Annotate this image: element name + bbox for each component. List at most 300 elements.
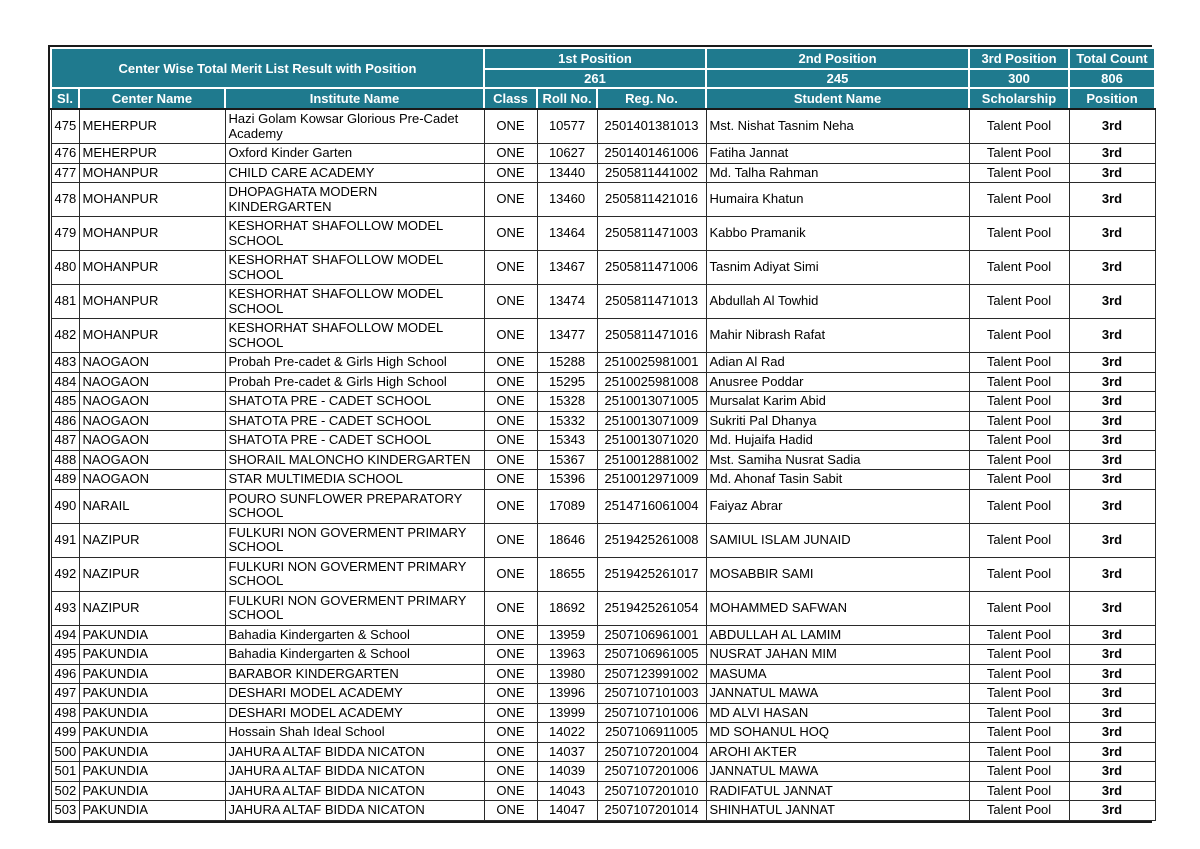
table-row bbox=[51, 591, 1155, 625]
institute-name-cell: SHATOTA PRE - CADET SCHOOL bbox=[225, 411, 484, 431]
reg-no-cell: 2510025981001 bbox=[597, 353, 706, 373]
institute-name-cell: DHOPAGHATA MODERN KINDERGARTEN bbox=[225, 183, 484, 217]
position-cell: 3rd bbox=[1069, 285, 1155, 319]
position-cell: 3rd bbox=[1069, 684, 1155, 704]
student-name-cell: RADIFATUL JANNAT bbox=[706, 781, 969, 801]
roll-no-cell: 18646 bbox=[537, 523, 597, 557]
institute-name-cell: DESHARI MODEL ACADEMY bbox=[225, 703, 484, 723]
col-header-institute-name: Institute Name bbox=[225, 88, 484, 109]
table-row bbox=[51, 217, 1155, 251]
position-cell: 3rd bbox=[1069, 781, 1155, 801]
scholarship-cell: Talent Pool bbox=[969, 557, 1069, 591]
institute-name-cell: SHORAIL MALONCHO KINDERGARTEN bbox=[225, 450, 484, 470]
student-name-cell: Humaira Khatun bbox=[706, 183, 969, 217]
table-row bbox=[51, 664, 1155, 684]
position-cell: 3rd bbox=[1069, 557, 1155, 591]
col-header-class: Class bbox=[484, 88, 537, 109]
class-cell: ONE bbox=[484, 664, 537, 684]
col-header-center-name: Center Name bbox=[79, 88, 225, 109]
sl-cell: 477 bbox=[51, 163, 79, 183]
class-cell: ONE bbox=[484, 144, 537, 164]
center-name-cell: PAKUNDIA bbox=[79, 664, 225, 684]
sl-cell: 501 bbox=[51, 762, 79, 782]
position-cell: 3rd bbox=[1069, 801, 1155, 821]
scholarship-cell: Talent Pool bbox=[969, 251, 1069, 285]
student-name-cell: MD ALVI HASAN bbox=[706, 703, 969, 723]
institute-name-cell: STAR MULTIMEDIA SCHOOL bbox=[225, 470, 484, 490]
reg-no-cell: 2507107101003 bbox=[597, 684, 706, 704]
sl-cell: 487 bbox=[51, 431, 79, 451]
scholarship-cell: Talent Pool bbox=[969, 742, 1069, 762]
table-row bbox=[51, 411, 1155, 431]
col-header-student-name: Student Name bbox=[706, 88, 969, 109]
center-name-cell: PAKUNDIA bbox=[79, 703, 225, 723]
institute-name-cell: Bahadia Kindergarten & School bbox=[225, 625, 484, 645]
class-cell: ONE bbox=[484, 742, 537, 762]
scholarship-cell: Talent Pool bbox=[969, 411, 1069, 431]
reg-no-cell: 2510013071005 bbox=[597, 392, 706, 412]
student-name-cell: MASUMA bbox=[706, 664, 969, 684]
institute-name-cell: FULKURI NON GOVERMENT PRIMARY SCHOOL bbox=[225, 557, 484, 591]
table-row bbox=[51, 523, 1155, 557]
position-cell: 3rd bbox=[1069, 762, 1155, 782]
scholarship-cell: Talent Pool bbox=[969, 285, 1069, 319]
scholarship-cell: Talent Pool bbox=[969, 684, 1069, 704]
scholarship-cell: Talent Pool bbox=[969, 109, 1069, 144]
student-name-cell: Anusree Poddar bbox=[706, 372, 969, 392]
center-name-cell: MEHERPUR bbox=[79, 144, 225, 164]
position-cell: 3rd bbox=[1069, 591, 1155, 625]
roll-no-cell: 15367 bbox=[537, 450, 597, 470]
group-header-total-count: Total Count bbox=[1069, 48, 1155, 69]
table-row bbox=[51, 801, 1155, 821]
sl-cell: 496 bbox=[51, 664, 79, 684]
table-row bbox=[51, 470, 1155, 490]
institute-name-cell: FULKURI NON GOVERMENT PRIMARY SCHOOL bbox=[225, 523, 484, 557]
table-row bbox=[51, 251, 1155, 285]
class-cell: ONE bbox=[484, 411, 537, 431]
class-cell: ONE bbox=[484, 372, 537, 392]
sl-cell: 502 bbox=[51, 781, 79, 801]
reg-no-cell: 2510012881002 bbox=[597, 450, 706, 470]
sl-cell: 492 bbox=[51, 557, 79, 591]
student-name-cell: MOSABBIR SAMI bbox=[706, 557, 969, 591]
table-row bbox=[51, 319, 1155, 353]
institute-name-cell: POURO SUNFLOWER PREPARATORY SCHOOL bbox=[225, 489, 484, 523]
scholarship-cell: Talent Pool bbox=[969, 372, 1069, 392]
roll-no-cell: 14022 bbox=[537, 723, 597, 743]
center-name-cell: NAOGAON bbox=[79, 450, 225, 470]
group-header-2nd-position: 2nd Position bbox=[706, 48, 969, 69]
count-1st-position: 261 bbox=[484, 69, 706, 88]
sl-cell: 497 bbox=[51, 684, 79, 704]
center-name-cell: PAKUNDIA bbox=[79, 781, 225, 801]
position-cell: 3rd bbox=[1069, 217, 1155, 251]
scholarship-cell: Talent Pool bbox=[969, 431, 1069, 451]
sl-cell: 495 bbox=[51, 645, 79, 665]
reg-no-cell: 2507106961001 bbox=[597, 625, 706, 645]
institute-name-cell: JAHURA ALTAF BIDDA NICATON bbox=[225, 742, 484, 762]
reg-no-cell: 2507107101006 bbox=[597, 703, 706, 723]
roll-no-cell: 10577 bbox=[537, 109, 597, 144]
group-header-3rd-position: 3rd Position bbox=[969, 48, 1069, 69]
student-name-cell: Faiyaz Abrar bbox=[706, 489, 969, 523]
center-name-cell: MEHERPUR bbox=[79, 109, 225, 144]
position-cell: 3rd bbox=[1069, 664, 1155, 684]
roll-no-cell: 15396 bbox=[537, 470, 597, 490]
scholarship-cell: Talent Pool bbox=[969, 781, 1069, 801]
table-row bbox=[51, 625, 1155, 645]
sl-cell: 489 bbox=[51, 470, 79, 490]
sl-cell: 476 bbox=[51, 144, 79, 164]
class-cell: ONE bbox=[484, 684, 537, 704]
table-row bbox=[51, 742, 1155, 762]
reg-no-cell: 2507106961005 bbox=[597, 645, 706, 665]
scholarship-cell: Talent Pool bbox=[969, 489, 1069, 523]
class-cell: ONE bbox=[484, 591, 537, 625]
scholarship-cell: Talent Pool bbox=[969, 163, 1069, 183]
student-name-cell: AROHI AKTER bbox=[706, 742, 969, 762]
class-cell: ONE bbox=[484, 781, 537, 801]
institute-name-cell: Hazi Golam Kowsar Glorious Pre-Cadet Academy bbox=[225, 109, 484, 144]
count-3rd-position: 300 bbox=[969, 69, 1069, 88]
sl-cell: 488 bbox=[51, 450, 79, 470]
class-cell: ONE bbox=[484, 353, 537, 373]
class-cell: ONE bbox=[484, 801, 537, 821]
position-cell: 3rd bbox=[1069, 144, 1155, 164]
roll-no-cell: 13440 bbox=[537, 163, 597, 183]
position-cell: 3rd bbox=[1069, 523, 1155, 557]
center-name-cell: PAKUNDIA bbox=[79, 801, 225, 821]
class-cell: ONE bbox=[484, 557, 537, 591]
center-name-cell: MOHANPUR bbox=[79, 285, 225, 319]
class-cell: ONE bbox=[484, 109, 537, 144]
scholarship-cell: Talent Pool bbox=[969, 625, 1069, 645]
roll-no-cell: 13996 bbox=[537, 684, 597, 704]
sl-cell: 493 bbox=[51, 591, 79, 625]
sl-cell: 503 bbox=[51, 801, 79, 821]
center-name-cell: NAZIPUR bbox=[79, 557, 225, 591]
class-cell: ONE bbox=[484, 431, 537, 451]
institute-name-cell: Hossain Shah Ideal School bbox=[225, 723, 484, 743]
column-header-row bbox=[51, 88, 1155, 109]
col-header-position: Position bbox=[1069, 88, 1155, 109]
institute-name-cell: FULKURI NON GOVERMENT PRIMARY SCHOOL bbox=[225, 591, 484, 625]
student-name-cell: JANNATUL MAWA bbox=[706, 762, 969, 782]
class-cell: ONE bbox=[484, 319, 537, 353]
center-name-cell: MOHANPUR bbox=[79, 183, 225, 217]
scholarship-cell: Talent Pool bbox=[969, 217, 1069, 251]
roll-no-cell: 15328 bbox=[537, 392, 597, 412]
scholarship-cell: Talent Pool bbox=[969, 703, 1069, 723]
position-cell: 3rd bbox=[1069, 372, 1155, 392]
center-name-cell: NAOGAON bbox=[79, 372, 225, 392]
sl-cell: 481 bbox=[51, 285, 79, 319]
reg-no-cell: 2507123991002 bbox=[597, 664, 706, 684]
roll-no-cell: 13460 bbox=[537, 183, 597, 217]
position-cell: 3rd bbox=[1069, 109, 1155, 144]
roll-no-cell: 15288 bbox=[537, 353, 597, 373]
center-name-cell: MOHANPUR bbox=[79, 163, 225, 183]
reg-no-cell: 2507106911005 bbox=[597, 723, 706, 743]
results-tbody bbox=[51, 109, 1155, 820]
roll-no-cell: 13959 bbox=[537, 625, 597, 645]
roll-no-cell: 14037 bbox=[537, 742, 597, 762]
table-row bbox=[51, 703, 1155, 723]
class-cell: ONE bbox=[484, 285, 537, 319]
reg-no-cell: 2507107201014 bbox=[597, 801, 706, 821]
scholarship-cell: Talent Pool bbox=[969, 645, 1069, 665]
reg-no-cell: 2510013071009 bbox=[597, 411, 706, 431]
sl-cell: 478 bbox=[51, 183, 79, 217]
student-name-cell: SAMIUL ISLAM JUNAID bbox=[706, 523, 969, 557]
col-header-roll-no: Roll No. bbox=[537, 88, 597, 109]
position-cell: 3rd bbox=[1069, 163, 1155, 183]
center-name-cell: NAOGAON bbox=[79, 353, 225, 373]
class-cell: ONE bbox=[484, 703, 537, 723]
merit-list-sheet bbox=[48, 45, 1152, 823]
reg-no-cell: 2505811441002 bbox=[597, 163, 706, 183]
position-cell: 3rd bbox=[1069, 645, 1155, 665]
position-cell: 3rd bbox=[1069, 470, 1155, 490]
center-name-cell: NAOGAON bbox=[79, 470, 225, 490]
institute-name-cell: Bahadia Kindergarten & School bbox=[225, 645, 484, 665]
reg-no-cell: 2510012971009 bbox=[597, 470, 706, 490]
table-row bbox=[51, 285, 1155, 319]
reg-no-cell: 2505811471006 bbox=[597, 251, 706, 285]
class-cell: ONE bbox=[484, 183, 537, 217]
institute-name-cell: KESHORHAT SHAFOLLOW MODEL SCHOOL bbox=[225, 217, 484, 251]
student-name-cell: Kabbo Pramanik bbox=[706, 217, 969, 251]
table-frame bbox=[48, 45, 1152, 823]
reg-no-cell: 2514716061004 bbox=[597, 489, 706, 523]
position-cell: 3rd bbox=[1069, 431, 1155, 451]
position-cell: 3rd bbox=[1069, 703, 1155, 723]
class-cell: ONE bbox=[484, 392, 537, 412]
sl-cell: 484 bbox=[51, 372, 79, 392]
sl-cell: 482 bbox=[51, 319, 79, 353]
institute-name-cell: KESHORHAT SHAFOLLOW MODEL SCHOOL bbox=[225, 251, 484, 285]
sl-cell: 485 bbox=[51, 392, 79, 412]
roll-no-cell: 15332 bbox=[537, 411, 597, 431]
table-row bbox=[51, 684, 1155, 704]
sl-cell: 475 bbox=[51, 109, 79, 144]
class-cell: ONE bbox=[484, 645, 537, 665]
scholarship-cell: Talent Pool bbox=[969, 470, 1069, 490]
scholarship-cell: Talent Pool bbox=[969, 183, 1069, 217]
sl-cell: 500 bbox=[51, 742, 79, 762]
reg-no-cell: 2505811471016 bbox=[597, 319, 706, 353]
table-row bbox=[51, 645, 1155, 665]
institute-name-cell: JAHURA ALTAF BIDDA NICATON bbox=[225, 801, 484, 821]
student-name-cell: ABDULLAH AL LAMIM bbox=[706, 625, 969, 645]
header-group-row bbox=[51, 48, 1155, 69]
position-cell: 3rd bbox=[1069, 183, 1155, 217]
position-cell: 3rd bbox=[1069, 742, 1155, 762]
position-cell: 3rd bbox=[1069, 411, 1155, 431]
col-header-reg-no: Reg. No. bbox=[597, 88, 706, 109]
center-name-cell: NAOGAON bbox=[79, 411, 225, 431]
institute-name-cell: SHATOTA PRE - CADET SCHOOL bbox=[225, 392, 484, 412]
roll-no-cell: 13963 bbox=[537, 645, 597, 665]
group-header-1st-position: 1st Position bbox=[484, 48, 706, 69]
class-cell: ONE bbox=[484, 163, 537, 183]
class-cell: ONE bbox=[484, 762, 537, 782]
table-row bbox=[51, 557, 1155, 591]
student-name-cell: Md. Talha Rahman bbox=[706, 163, 969, 183]
reg-no-cell: 2507107201004 bbox=[597, 742, 706, 762]
student-name-cell: Tasnim Adiyat Simi bbox=[706, 251, 969, 285]
reg-no-cell: 2519425261054 bbox=[597, 591, 706, 625]
reg-no-cell: 2507107201006 bbox=[597, 762, 706, 782]
table-row bbox=[51, 723, 1155, 743]
center-name-cell: NAOGAON bbox=[79, 392, 225, 412]
institute-name-cell: Probah Pre-cadet & Girls High School bbox=[225, 372, 484, 392]
roll-no-cell: 13464 bbox=[537, 217, 597, 251]
reg-no-cell: 2510025981008 bbox=[597, 372, 706, 392]
roll-no-cell: 13999 bbox=[537, 703, 597, 723]
col-header-sl: Sl. bbox=[51, 88, 79, 109]
center-name-cell: PAKUNDIA bbox=[79, 645, 225, 665]
roll-no-cell: 17089 bbox=[537, 489, 597, 523]
roll-no-cell: 18655 bbox=[537, 557, 597, 591]
position-cell: 3rd bbox=[1069, 353, 1155, 373]
center-name-cell: PAKUNDIA bbox=[79, 742, 225, 762]
center-name-cell: NAOGAON bbox=[79, 431, 225, 451]
institute-name-cell: DESHARI MODEL ACADEMY bbox=[225, 684, 484, 704]
sl-cell: 491 bbox=[51, 523, 79, 557]
class-cell: ONE bbox=[484, 251, 537, 285]
table-row bbox=[51, 489, 1155, 523]
institute-name-cell: Oxford Kinder Garten bbox=[225, 144, 484, 164]
table-row bbox=[51, 372, 1155, 392]
scholarship-cell: Talent Pool bbox=[969, 591, 1069, 625]
class-cell: ONE bbox=[484, 523, 537, 557]
class-cell: ONE bbox=[484, 489, 537, 523]
institute-name-cell: JAHURA ALTAF BIDDA NICATON bbox=[225, 762, 484, 782]
center-name-cell: MOHANPUR bbox=[79, 319, 225, 353]
scholarship-cell: Talent Pool bbox=[969, 801, 1069, 821]
table-row bbox=[51, 183, 1155, 217]
position-cell: 3rd bbox=[1069, 489, 1155, 523]
student-name-cell: Abdullah Al Towhid bbox=[706, 285, 969, 319]
scholarship-cell: Talent Pool bbox=[969, 664, 1069, 684]
roll-no-cell: 13980 bbox=[537, 664, 597, 684]
table-row bbox=[51, 109, 1155, 144]
col-header-scholarship: Scholarship bbox=[969, 88, 1069, 109]
student-name-cell: Adian Al Rad bbox=[706, 353, 969, 373]
student-name-cell: Md. Ahonaf Tasin Sabit bbox=[706, 470, 969, 490]
sl-cell: 494 bbox=[51, 625, 79, 645]
institute-name-cell: CHILD CARE ACADEMY bbox=[225, 163, 484, 183]
reg-no-cell: 2507107201010 bbox=[597, 781, 706, 801]
class-cell: ONE bbox=[484, 450, 537, 470]
reg-no-cell: 2501401461006 bbox=[597, 144, 706, 164]
institute-name-cell: Probah Pre-cadet & Girls High School bbox=[225, 353, 484, 373]
center-name-cell: NAZIPUR bbox=[79, 523, 225, 557]
position-cell: 3rd bbox=[1069, 723, 1155, 743]
center-name-cell: NAZIPUR bbox=[79, 591, 225, 625]
student-name-cell: NUSRAT JAHAN MIM bbox=[706, 645, 969, 665]
scholarship-cell: Talent Pool bbox=[969, 450, 1069, 470]
class-cell: ONE bbox=[484, 470, 537, 490]
institute-name-cell: KESHORHAT SHAFOLLOW MODEL SCHOOL bbox=[225, 319, 484, 353]
student-name-cell: Mst. Nishat Tasnim Neha bbox=[706, 109, 969, 144]
institute-name-cell: BARABOR KINDERGARTEN bbox=[225, 664, 484, 684]
sl-cell: 483 bbox=[51, 353, 79, 373]
student-name-cell: MD SOHANUL HOQ bbox=[706, 723, 969, 743]
reg-no-cell: 2501401381013 bbox=[597, 109, 706, 144]
institute-name-cell: KESHORHAT SHAFOLLOW MODEL SCHOOL bbox=[225, 285, 484, 319]
student-name-cell: SHINHATUL JANNAT bbox=[706, 801, 969, 821]
roll-no-cell: 14039 bbox=[537, 762, 597, 782]
scholarship-cell: Talent Pool bbox=[969, 762, 1069, 782]
sl-cell: 479 bbox=[51, 217, 79, 251]
student-name-cell: Sukriti Pal Dhanya bbox=[706, 411, 969, 431]
sl-cell: 480 bbox=[51, 251, 79, 285]
student-name-cell: Mst. Samiha Nusrat Sadia bbox=[706, 450, 969, 470]
class-cell: ONE bbox=[484, 217, 537, 251]
table-row bbox=[51, 762, 1155, 782]
reg-no-cell: 2505811471013 bbox=[597, 285, 706, 319]
center-name-cell: PAKUNDIA bbox=[79, 625, 225, 645]
table-row bbox=[51, 431, 1155, 451]
sl-cell: 499 bbox=[51, 723, 79, 743]
table-row bbox=[51, 163, 1155, 183]
center-name-cell: PAKUNDIA bbox=[79, 762, 225, 782]
count-total: 806 bbox=[1069, 69, 1155, 88]
student-name-cell: Mursalat Karim Abid bbox=[706, 392, 969, 412]
scholarship-cell: Talent Pool bbox=[969, 144, 1069, 164]
roll-no-cell: 15343 bbox=[537, 431, 597, 451]
roll-no-cell: 10627 bbox=[537, 144, 597, 164]
count-2nd-position: 245 bbox=[706, 69, 969, 88]
position-cell: 3rd bbox=[1069, 450, 1155, 470]
position-cell: 3rd bbox=[1069, 251, 1155, 285]
roll-no-cell: 18692 bbox=[537, 591, 597, 625]
class-cell: ONE bbox=[484, 625, 537, 645]
institute-name-cell: SHATOTA PRE - CADET SCHOOL bbox=[225, 431, 484, 451]
sl-cell: 486 bbox=[51, 411, 79, 431]
position-cell: 3rd bbox=[1069, 625, 1155, 645]
roll-no-cell: 15295 bbox=[537, 372, 597, 392]
table-row bbox=[51, 353, 1155, 373]
table-row bbox=[51, 392, 1155, 412]
roll-no-cell: 14047 bbox=[537, 801, 597, 821]
scholarship-cell: Talent Pool bbox=[969, 319, 1069, 353]
sl-cell: 498 bbox=[51, 703, 79, 723]
reg-no-cell: 2505811471003 bbox=[597, 217, 706, 251]
center-name-cell: PAKUNDIA bbox=[79, 723, 225, 743]
student-name-cell: Fatiha Jannat bbox=[706, 144, 969, 164]
student-name-cell: MOHAMMED SAFWAN bbox=[706, 591, 969, 625]
table-title: Center Wise Total Merit List Result with Position bbox=[51, 48, 484, 88]
student-name-cell: Mahir Nibrash Rafat bbox=[706, 319, 969, 353]
position-cell: 3rd bbox=[1069, 319, 1155, 353]
institute-name-cell: JAHURA ALTAF BIDDA NICATON bbox=[225, 781, 484, 801]
center-name-cell: NARAIL bbox=[79, 489, 225, 523]
scholarship-cell: Talent Pool bbox=[969, 723, 1069, 743]
center-name-cell: MOHANPUR bbox=[79, 251, 225, 285]
student-name-cell: JANNATUL MAWA bbox=[706, 684, 969, 704]
center-name-cell: MOHANPUR bbox=[79, 217, 225, 251]
center-name-cell: PAKUNDIA bbox=[79, 684, 225, 704]
roll-no-cell: 13474 bbox=[537, 285, 597, 319]
scholarship-cell: Talent Pool bbox=[969, 353, 1069, 373]
scholarship-cell: Talent Pool bbox=[969, 523, 1069, 557]
reg-no-cell: 2505811421016 bbox=[597, 183, 706, 217]
roll-no-cell: 13477 bbox=[537, 319, 597, 353]
